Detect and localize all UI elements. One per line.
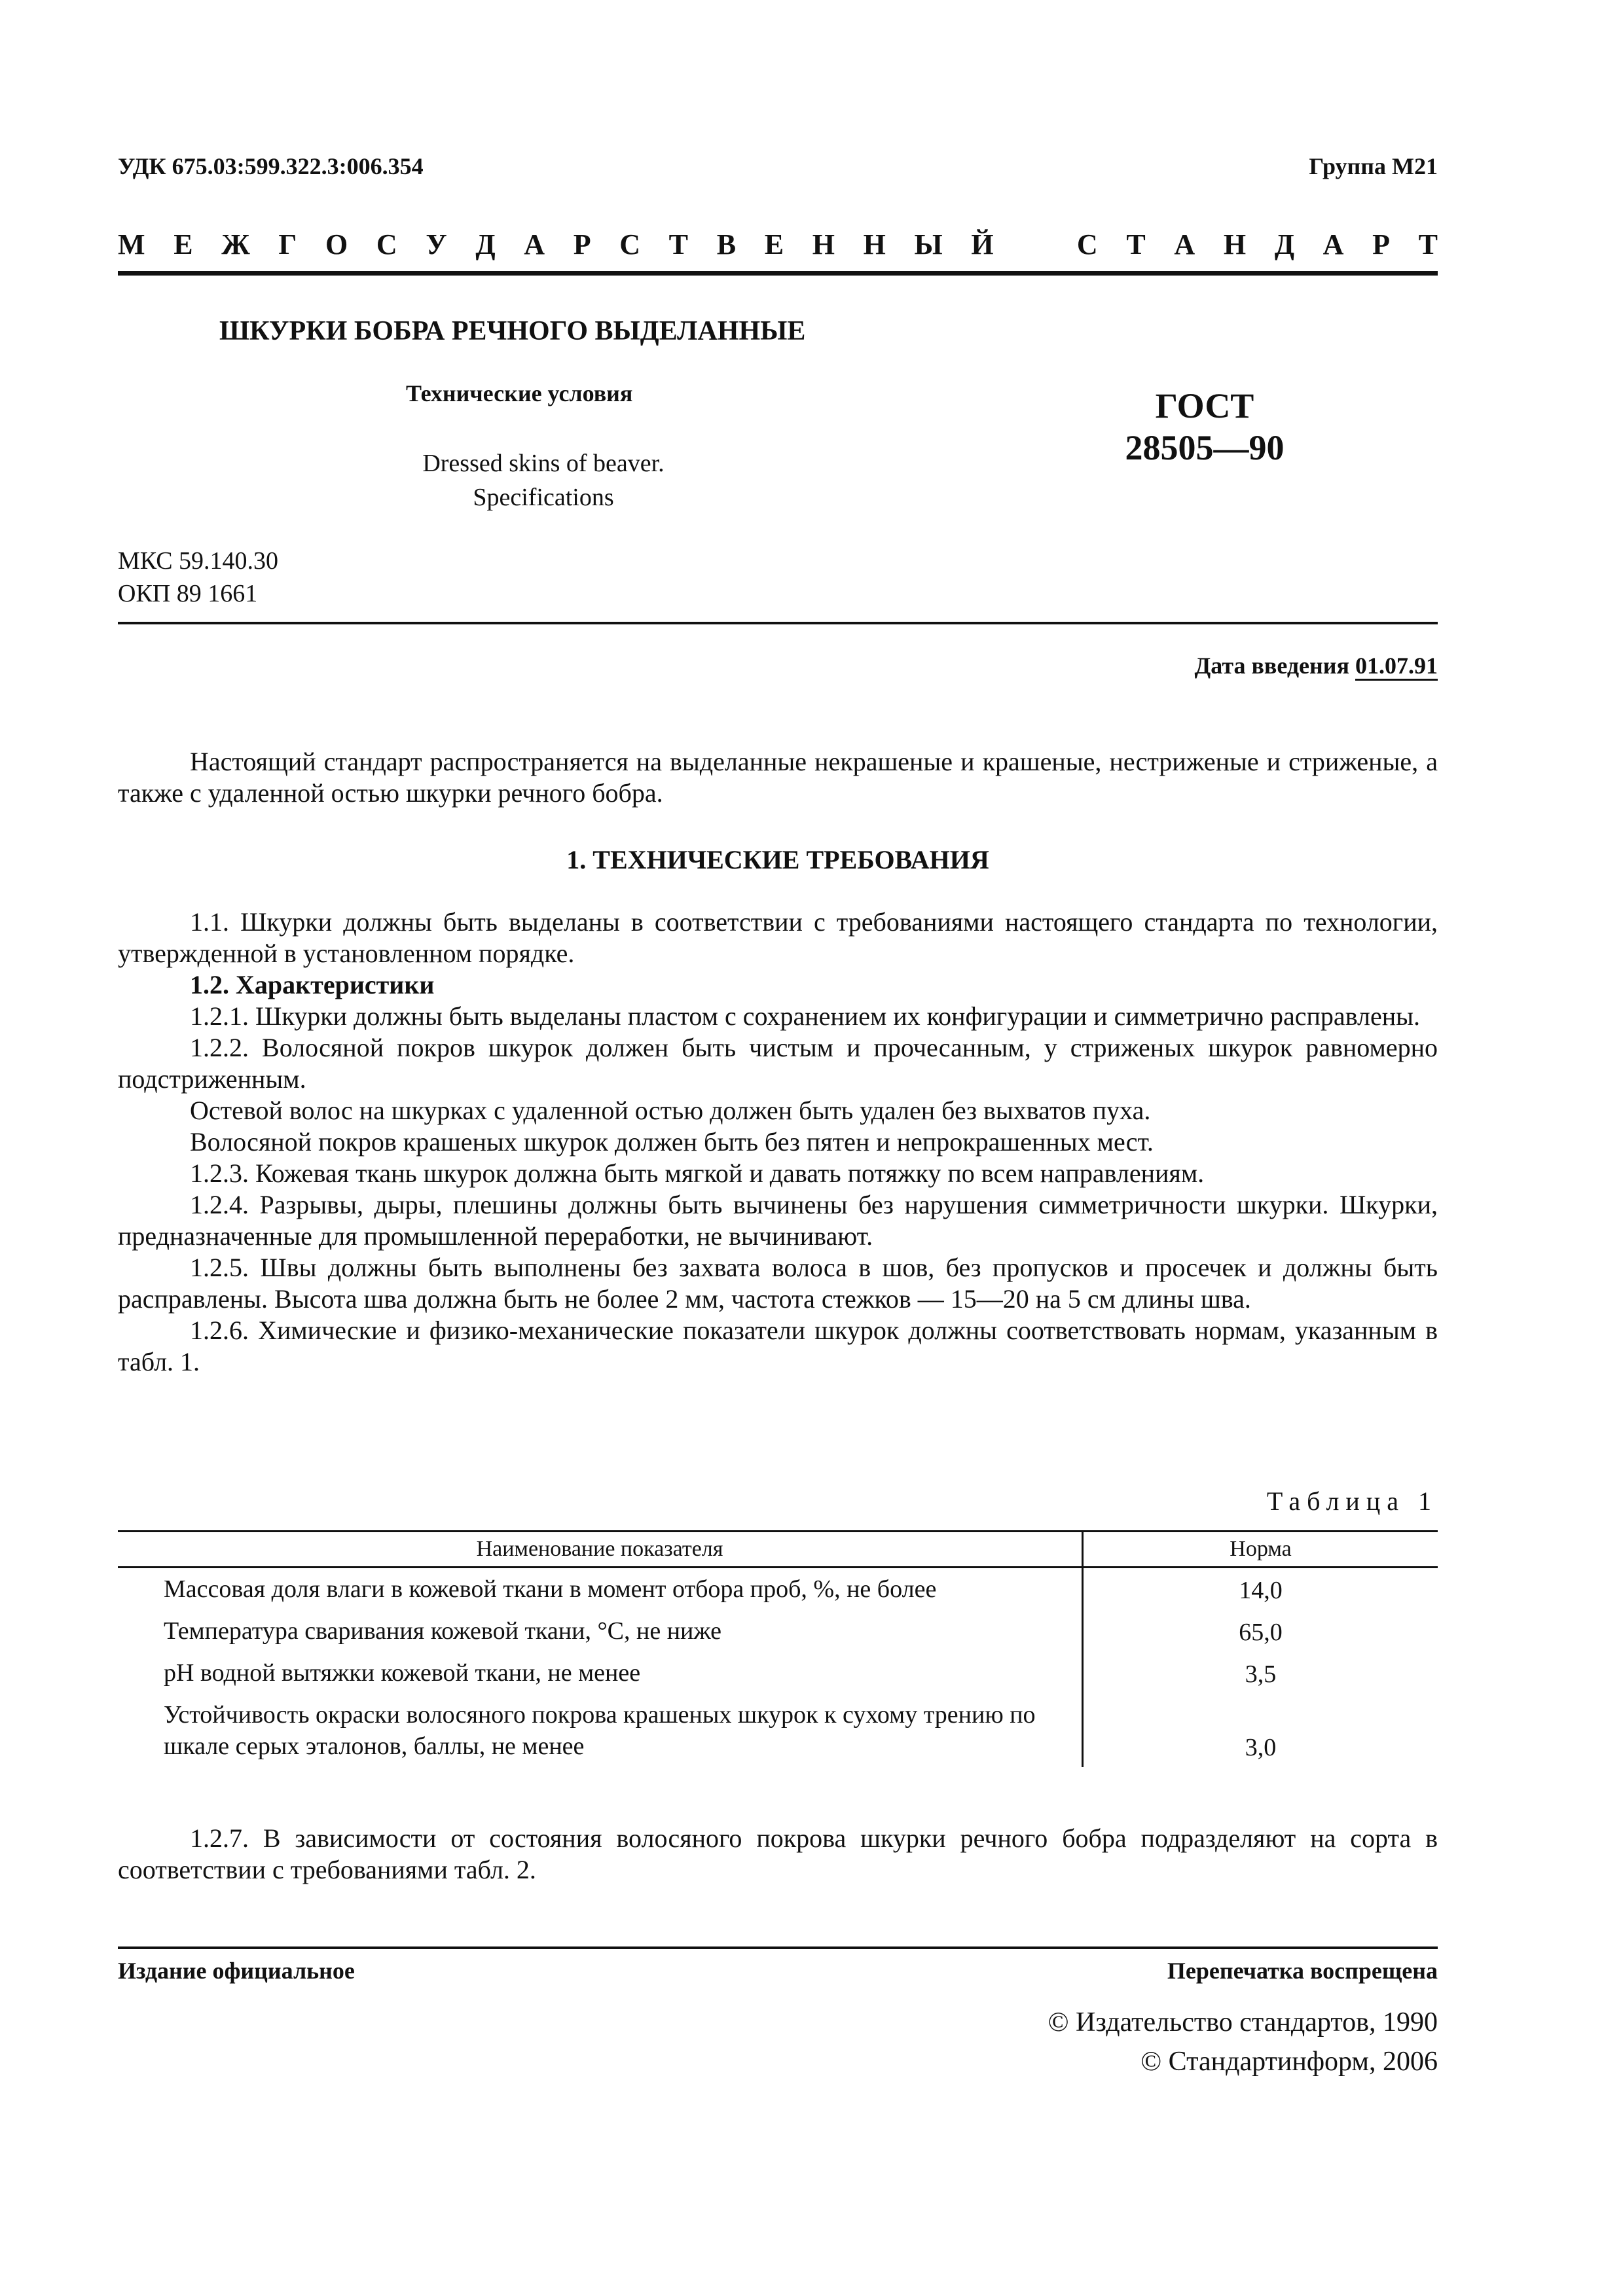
footer-rule bbox=[118, 1946, 1438, 1949]
gost-designation bbox=[1074, 385, 1336, 469]
clause-1-1: 1.1. Шкурки должны быть выделаны в соответствии с требованиями настоящего стандарта по технологии, утвержденной в установленном порядке. bbox=[118, 907, 1438, 968]
gost-label: ГОСТ bbox=[1155, 386, 1254, 425]
table-label: Таблица 1 bbox=[1266, 1486, 1438, 1516]
table-cell-name: Температура сваривания кожевой ткани, °С, не ниже bbox=[164, 1617, 721, 1645]
banner-letter: С bbox=[619, 228, 641, 260]
banner-letter: Н bbox=[1223, 228, 1247, 260]
banner-letter: Е bbox=[173, 228, 193, 260]
udk-code: УДК 675.03:599.322.3:006.354 bbox=[118, 153, 424, 179]
effective-date-value: 01.07.91 bbox=[1355, 653, 1438, 681]
banner-letter: М bbox=[118, 228, 145, 260]
banner-letter: Н bbox=[863, 228, 886, 260]
effective-date-label: Дата введения bbox=[1194, 653, 1349, 679]
mks-code: МКС 59.140.30 bbox=[118, 547, 279, 575]
clause-1-2-1: 1.2.1. Шкурки должны быть выделаны пластом с сохранением их конфигурации и симметрично расправлены. bbox=[190, 1001, 1421, 1031]
banner-letter: Д bbox=[475, 228, 496, 260]
banner-letter: Р bbox=[573, 228, 591, 260]
col-header-name: Наименование показателя bbox=[118, 1532, 1083, 1568]
banner-letter: Т bbox=[1418, 228, 1438, 260]
clause-1-2-7-block bbox=[118, 1823, 1438, 1886]
english-title-line1: Dressed skins of beaver. bbox=[422, 450, 665, 477]
table-header-row bbox=[118, 1532, 1438, 1568]
col-header-norm: Норма bbox=[1083, 1532, 1438, 1568]
header-rule bbox=[118, 271, 1438, 276]
official-edition: Издание официальное bbox=[118, 1958, 355, 1984]
copyright bbox=[1048, 2003, 1438, 2081]
effective-date bbox=[1195, 652, 1438, 679]
banner-letter: А bbox=[1322, 228, 1344, 260]
banner-letter: В bbox=[716, 228, 737, 260]
copyright-1: © Издательство стандартов, 1990 bbox=[1048, 2007, 1438, 2037]
clause-guard-hair: Остевой волос на шкурках с удаленной остью должен быть удален без выхватов пуха. bbox=[190, 1096, 1151, 1125]
banner-letter: А bbox=[524, 228, 545, 260]
banner-letter: Н bbox=[812, 228, 835, 260]
gost-number: 28505—90 bbox=[1125, 428, 1285, 467]
okp-code: ОКП 89 1661 bbox=[118, 580, 258, 607]
table-row bbox=[118, 1610, 1438, 1652]
clause-1-2-6: 1.2.6. Химические и физико-механические показатели шкурок должны соответствовать нормам, указанным в табл. 1. bbox=[118, 1316, 1438, 1376]
clause-dyed: Волосяной покров крашеных шкурок должен быть без пятен и непрокрашенных мест. bbox=[190, 1127, 1154, 1157]
banner-letter: Д bbox=[1274, 228, 1294, 260]
clause-1-2: 1.2. Характеристики bbox=[190, 970, 435, 999]
classification-codes bbox=[118, 545, 278, 610]
english-title-line2: Specifications bbox=[473, 484, 614, 511]
banner-letter: Г bbox=[278, 228, 297, 260]
clause-1-2-2: 1.2.2. Волосяной покров шкурок должен быть чистым и прочесанным, у стриженых шкурок равномерно подстриженным. bbox=[118, 1033, 1438, 1094]
clause-1-2-4: 1.2.4. Разрывы, дыры, плешины должны быть вычинены без нарушения симметричности шкурки. Шкурки, предназначенные для промышленной переработки, не вычинивают. bbox=[118, 1190, 1438, 1251]
banner-letter: Й bbox=[971, 228, 994, 260]
copyright-2: © Стандартинформ, 2006 bbox=[1140, 2047, 1438, 2077]
banner-letter: Т bbox=[1126, 228, 1146, 260]
table-cell-value: 14,0 bbox=[1083, 1568, 1438, 1611]
codes-rule bbox=[118, 622, 1438, 624]
english-title bbox=[367, 446, 720, 514]
banner-letter: Ы bbox=[914, 228, 943, 260]
banner-letter: О bbox=[325, 228, 348, 260]
clause-1-2-7: 1.2.7. В зависимости от состояния волосяного покрова шкурки речного бобра подразделяют на сорта в соответствии с требованиями табл. 2. bbox=[118, 1823, 1438, 1884]
banner-letter: Е bbox=[764, 228, 784, 260]
clause-1-2-3: 1.2.3. Кожевая ткань шкурок должна быть мягкой и давать потяжку по всем направлениям. bbox=[190, 1158, 1205, 1188]
table-cell-name: Устойчивость окраски волосяного покрова крашеных шкурок к сухому трению по шкале серых эталонов, баллы, не менее bbox=[164, 1701, 1036, 1760]
banner-letter: С bbox=[376, 228, 397, 260]
requirements-body bbox=[118, 906, 1438, 1378]
table-cell-name: pH водной вытяжки кожевой ткани, не менее bbox=[164, 1659, 641, 1687]
clause-1-2-5: 1.2.5. Швы должны быть выполнены без захвата волоса в шов, без пропусков и просечек и должны быть расправлены. Высота шва должна быть не более 2 мм, частота стежков — 15—20 на 5 см длины шва. bbox=[118, 1253, 1438, 1314]
banner-letter: А bbox=[1174, 228, 1195, 260]
banner-gap bbox=[1022, 228, 1048, 261]
table-row bbox=[118, 1568, 1438, 1611]
banner-letter: У bbox=[426, 228, 447, 260]
document-title: ШКУРКИ БОБРА РЕЧНОГО ВЫДЕЛАННЫЕ bbox=[219, 316, 806, 346]
banner-letter: Р bbox=[1372, 228, 1390, 260]
group-code: Группа М21 bbox=[1309, 153, 1438, 179]
intro-text: Настоящий стандарт распространяется на выделанные некрашеные и крашеные, нестриженые и стриженые, а также с удаленной остью шкурки речного бобра. bbox=[118, 747, 1438, 808]
banner-letter: Ж bbox=[221, 228, 250, 260]
table-cell-value: 65,0 bbox=[1083, 1610, 1438, 1652]
table-row bbox=[118, 1652, 1438, 1694]
document-subtitle: Технические условия bbox=[406, 380, 633, 406]
table-1 bbox=[118, 1530, 1438, 1767]
table-cell-name: Массовая доля влаги в кожевой ткани в момент отбора проб, %, не более bbox=[164, 1575, 937, 1603]
table-cell-value: 3,0 bbox=[1083, 1694, 1438, 1767]
banner-letter: С bbox=[1076, 228, 1098, 260]
intro-paragraph bbox=[118, 746, 1438, 809]
section-heading: 1. ТЕХНИЧЕСКИЕ ТРЕБОВАНИЯ bbox=[566, 845, 989, 874]
table-row bbox=[118, 1694, 1438, 1767]
interstate-standard-banner bbox=[118, 228, 1438, 261]
banner-letter: Т bbox=[668, 228, 689, 260]
table-cell-value: 3,5 bbox=[1083, 1652, 1438, 1694]
reprint-prohibited: Перепечатка воспрещена bbox=[1167, 1958, 1438, 1984]
